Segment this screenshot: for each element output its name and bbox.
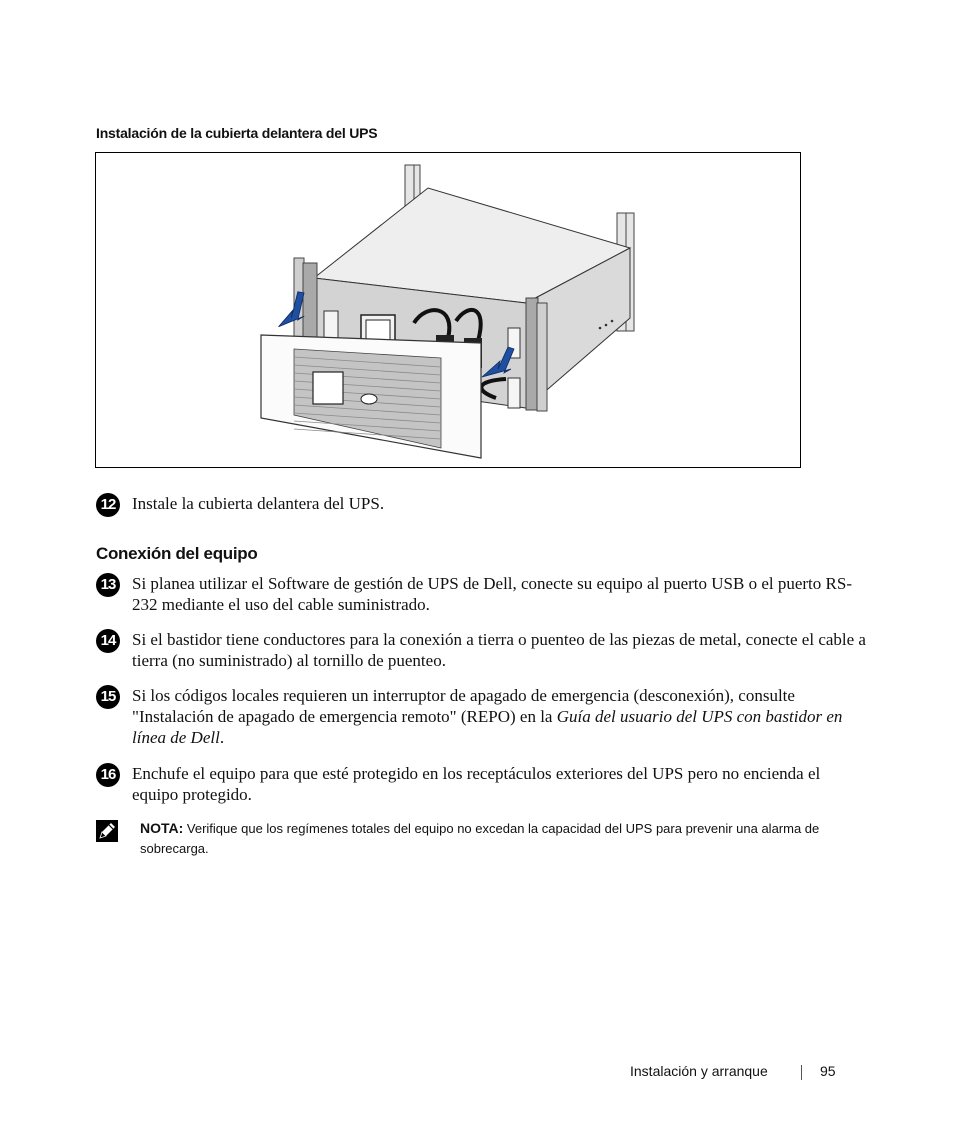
footer-divider <box>801 1065 802 1080</box>
guide-title: Guía del usuario del UPS con bastidor en línea de Dell <box>132 707 843 747</box>
step-number-badge: 13 <box>96 573 120 597</box>
step-text: Si el bastidor tiene conductores para la conexión a tierra o puenteo de las piezas de metal, conecte el cable a tierra (no suministrado) al tornillo de puenteo. <box>132 630 866 670</box>
ups-rack-drawing <box>96 153 800 467</box>
step-number-badge: 12 <box>96 493 120 517</box>
note-label: NOTA: <box>140 820 184 836</box>
page-number: 95 <box>820 1063 836 1079</box>
note-body: Verifique que los regímenes totales del equipo no excedan la capacidad del UPS para prevenir una alarma de sobrecarga. <box>140 821 820 856</box>
step-text: Instale la cubierta delantera del UPS. <box>132 494 385 513</box>
step-text <box>132 685 866 748</box>
step-text-part: Si los códigos locales requieren un interruptor de apagado de emergencia (desconexión), consulte "Instalación de apagado de emergencia remoto" (REPO) en la <box>132 686 795 726</box>
step-number-badge: 14 <box>96 629 120 653</box>
section-heading: Conexión del equipo <box>96 544 258 563</box>
pencil-note-icon <box>96 820 118 842</box>
step-text: Si planea utilizar el Software de gestión de UPS de Dell, conecte su equipo al puerto USB o el puerto RS-232 mediante el uso del cable suministrado. <box>132 574 852 614</box>
figure-caption: Instalación de la cubierta delantera del UPS <box>96 125 378 141</box>
step-number-badge: 15 <box>96 685 120 709</box>
step-text: Enchufe el equipo para que esté protegido en los receptáculos exteriores del UPS pero no encienda el equipo protegido. <box>132 764 821 804</box>
step-number-badge: 16 <box>96 763 120 787</box>
note-text <box>140 818 856 859</box>
step-text-part: . <box>219 728 225 747</box>
ups-front-cover-illustration <box>95 152 801 468</box>
footer-section-title: Instalación y arranque <box>630 1063 768 1079</box>
